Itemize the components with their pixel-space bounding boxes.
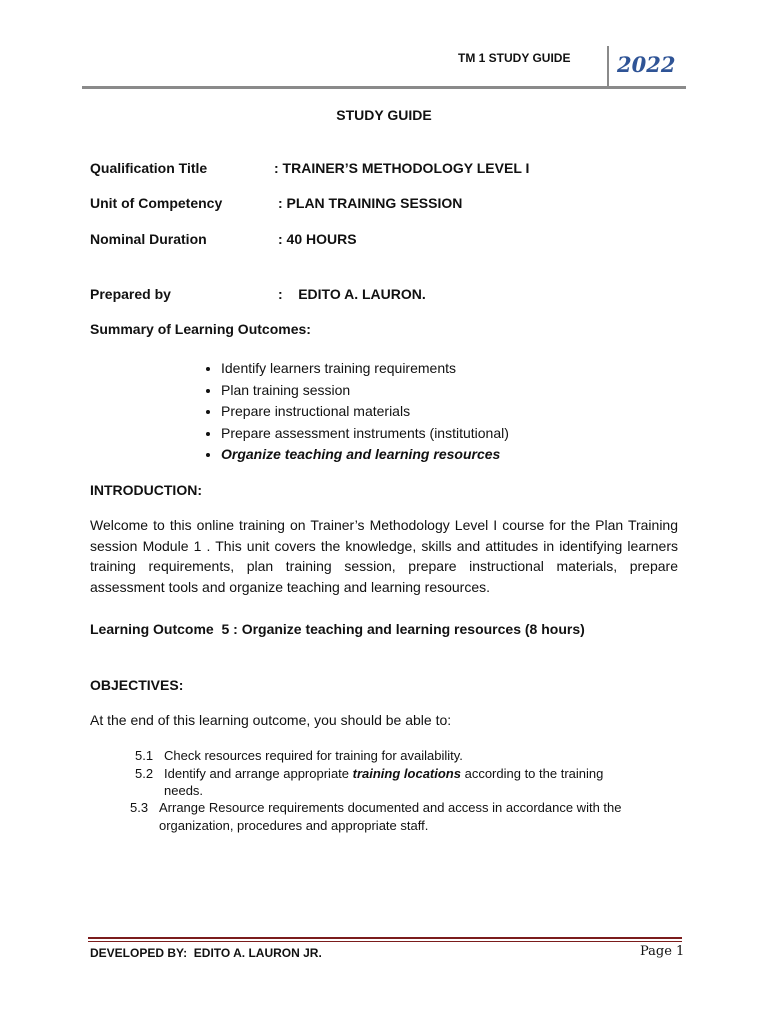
list-item: • Identify learners training requirements (221, 358, 509, 380)
page-number: Page 1 (640, 944, 685, 959)
objective-emphasis: training locations (352, 766, 461, 781)
field-label-unit: Unit of Competency (90, 195, 223, 211)
header-year: 2022 (617, 52, 676, 77)
objective-text: Arrange Resource requirements documented and access in accordance with the (159, 800, 622, 815)
header-guide-label: TM 1 STUDY GUIDE (458, 51, 571, 65)
objective-continuation: organization, procedures and appropriate staff. (159, 818, 429, 833)
field-value-prepared-by: : EDITO A. LAURON. (278, 286, 426, 302)
objective-text: Check resources required for training for availability. (164, 748, 463, 763)
objective-text-part: Identify and arrange appropriate (164, 766, 353, 781)
field-label-qualification: Qualification Title (90, 160, 208, 176)
field-label-duration: Nominal Duration (90, 231, 207, 247)
learning-outcome-heading: Learning Outcome 5 : Organize teaching and learning resources (8 hours) (90, 621, 585, 637)
page-title: STUDY GUIDE (336, 107, 432, 123)
objectives-intro: At the end of this learning outcome, you should be able to: (90, 712, 452, 728)
list-item: • Prepare assessment instruments (institutional) (221, 423, 509, 445)
field-value-unit: : PLAN TRAINING SESSION (278, 195, 463, 211)
objectives-heading: OBJECTIVES: (90, 677, 184, 693)
list-item-emphasized: • Organize teaching and learning resources (221, 444, 509, 466)
objective-number: 5.3 (130, 800, 149, 815)
field-value-qualification: : TRAINER’S METHODOLOGY LEVEL I (274, 160, 530, 176)
introduction-body: Welcome to this online training on Trainer’s Methodology Level I course for the Plan Training session Module 1 . This unit covers the knowledge, skills and attitudes in identifying learners training requirements, plan training session, prepare instructional materials, prepare assessment tools and organize teaching and learning resources. (90, 517, 678, 595)
header-divider (607, 46, 609, 88)
list-item: • Plan training session (221, 380, 509, 402)
objective-continuation: needs. (164, 783, 204, 798)
field-value-duration: : 40 HOURS (278, 231, 357, 247)
footer-rule (88, 937, 682, 939)
summary-heading: Summary of Learning Outcomes: (90, 321, 311, 337)
footer-rule (88, 941, 682, 942)
objective-text (164, 765, 603, 782)
introduction-heading: INTRODUCTION: (90, 482, 202, 498)
field-label-prepared-by: Prepared by (90, 286, 171, 302)
objective-text-part: according to the training (460, 766, 604, 781)
header-rule (82, 86, 686, 89)
list-item: • Prepare instructional materials (221, 401, 509, 423)
objective-number: 5.2 (135, 766, 154, 781)
objective-number: 5.1 (135, 748, 154, 763)
outcomes-list (200, 358, 509, 466)
footer-developed-by: DEVELOPED BY: EDITO A. LAURON JR. (90, 946, 322, 960)
